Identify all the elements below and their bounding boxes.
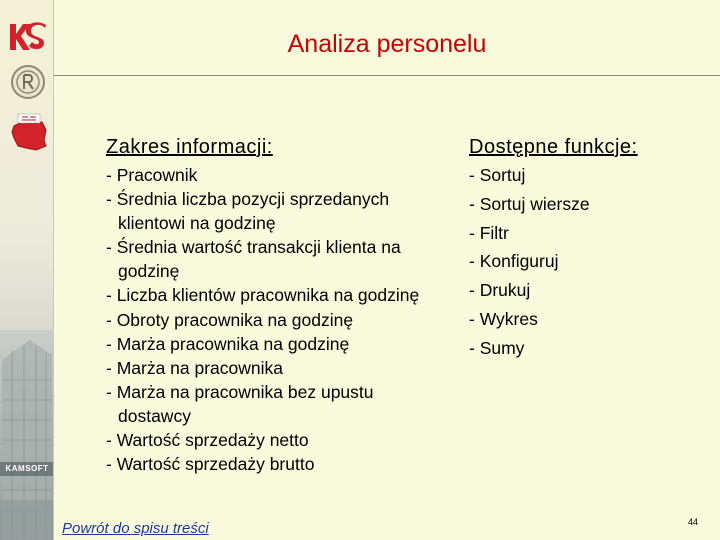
list-item: - Wartość sprzedaży brutto (106, 454, 315, 475)
poland-map-icon (8, 112, 50, 152)
list-item: - Obroty pracownika na godzinę (106, 309, 354, 330)
list-item: - Sumy (469, 337, 525, 358)
back-to-contents-link[interactable]: Powrót do spisu treści (62, 520, 209, 537)
list-item: - Sortuj (469, 165, 526, 185)
list-item: - Pracownik (106, 165, 198, 185)
list-item: - Marża pracownika na godzinę (106, 333, 350, 354)
kamsoft-logo-icon (8, 20, 48, 54)
list-item: - Drukuj (469, 280, 531, 301)
list-item: - Wartość sprzedaży netto (106, 430, 309, 451)
list-item: - Liczba klientów pracownika na godzinę (106, 285, 420, 306)
available-functions-list (469, 161, 709, 363)
list-item: - Średnia wartość transakcji klienta na godzinę (106, 237, 401, 282)
list-item: - Sortuj wiersze (469, 193, 590, 214)
list-item: - Wykres (469, 308, 538, 329)
available-functions-heading: Dostępne funkcje: (469, 136, 638, 158)
list-item: - Marża na pracownika bez upustu dostawcy (106, 381, 374, 426)
slide-title: Analiza personelu (287, 30, 487, 58)
available-functions-column (469, 136, 709, 363)
list-item: - Konfiguruj (469, 251, 559, 272)
list-item: - Marża na pracownika (106, 357, 284, 378)
list-item: - Filtr (469, 222, 509, 243)
information-scope-list (106, 163, 436, 476)
information-scope-heading: Zakres informacji: (106, 136, 273, 158)
brand-caption: KAMSOFT (0, 462, 54, 476)
office-building-image (0, 300, 54, 540)
sidebar (0, 0, 54, 540)
list-item: - Średnia liczba pozycji sprzedanych klientowi na godzinę (106, 189, 390, 234)
registered-seal-icon (10, 64, 46, 100)
page-number: 44 (688, 517, 699, 527)
information-scope-column (106, 136, 436, 476)
title-divider (54, 75, 720, 76)
